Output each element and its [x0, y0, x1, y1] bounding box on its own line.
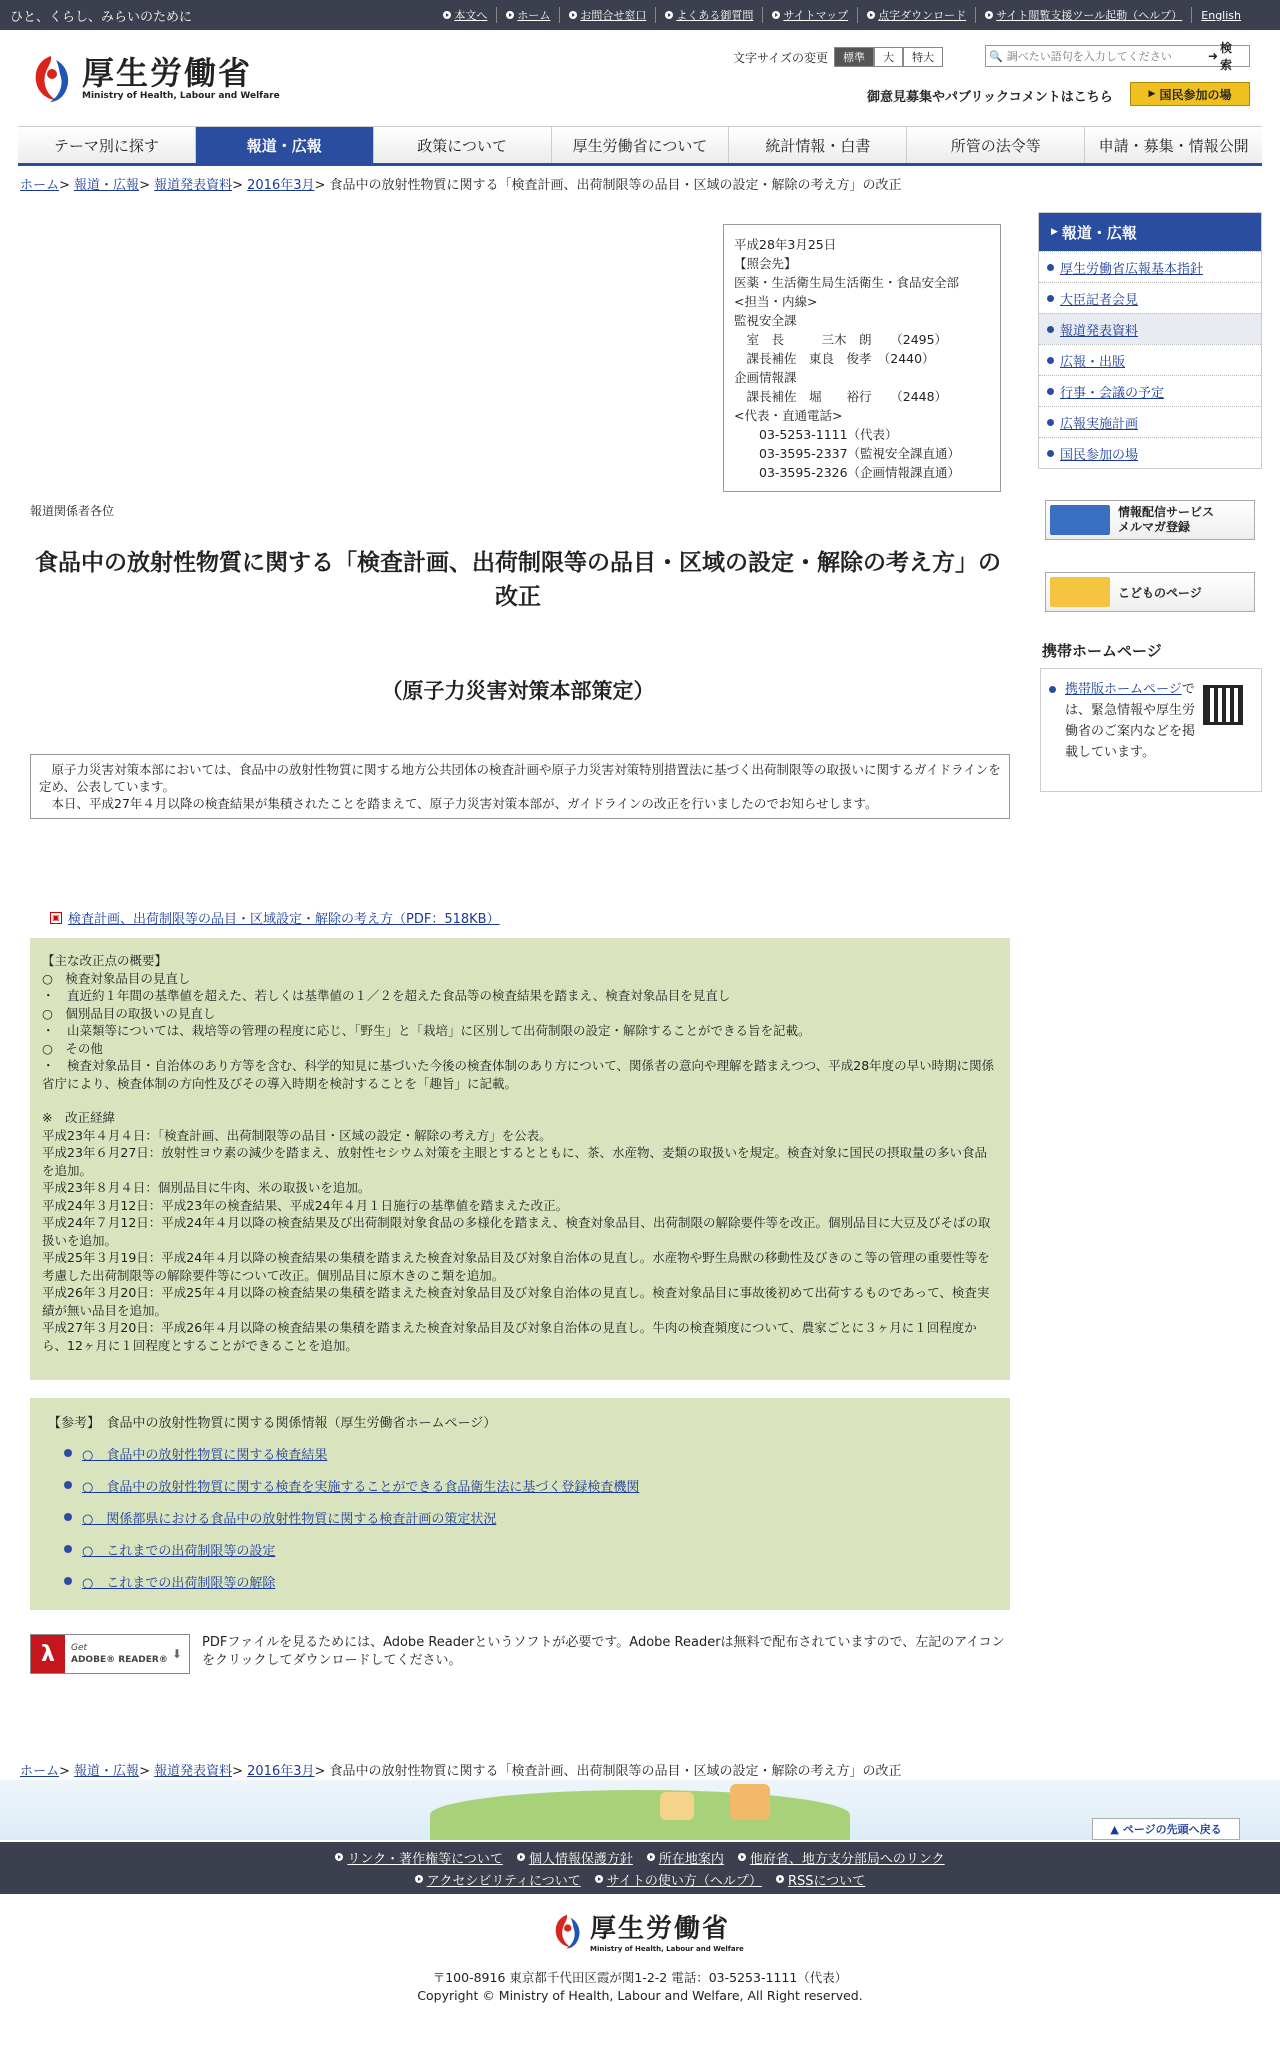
footer-links — [0, 1842, 1280, 1894]
arrow-right-icon: ➜ — [1207, 49, 1219, 63]
footer-link-label: 所在地案内 — [658, 1851, 724, 1867]
envelope-icon — [1050, 505, 1110, 535]
top-links — [434, 7, 1250, 23]
reference-link[interactable]: ○ 関係都県における食品中の放射性物質に関する検査計画の策定状況 — [82, 1511, 497, 1527]
page-top-label: ページの先頭へ戻る — [1122, 1823, 1222, 1836]
kids-banner-label: こどものページ — [1118, 585, 1202, 600]
top-link[interactable] — [496, 7, 559, 23]
mobile-text: では、緊急情報や厚生労働省のご案内などを掲載しています。 — [1065, 682, 1196, 760]
sidebar-item[interactable] — [1039, 375, 1261, 406]
summary-line: ○ 検査対象品目の見直し — [42, 970, 191, 986]
summary-line: ・ 検査対象品目・自治体のあり方等を含む、科学的知見に基づいた今後の検査体制のあり方について、関係者の意向や理解を踏まえつつ、平成28年度の早い時期に関係省庁により、検査体制の方向性及びその導入時期を検討することを「趣旨」に記載。 — [42, 1058, 995, 1091]
top-link[interactable] — [975, 7, 1191, 23]
footer-link-label: リンク・著作権等について — [347, 1851, 503, 1867]
summary-line: ・ 山菜類等については、栽培等の管理の程度に応じ、「野生」と「栽培」に区別して出荷制限の設定・解除することができる旨を記載。 — [42, 1023, 811, 1038]
address: 〒100-8916 東京都千代田区霞が関1-2-2 電話：03-5253-1111（代表） — [432, 1970, 848, 1985]
breadcrumb-month[interactable]: 2016年3月 — [247, 1764, 315, 1779]
main-content — [18, 210, 1018, 1710]
bullet-icon — [1047, 295, 1054, 302]
bullet-icon — [64, 1577, 72, 1585]
house-illustration — [730, 1784, 770, 1820]
top-link[interactable] — [762, 7, 857, 23]
arrow-circle-icon — [443, 11, 451, 19]
sidebar-item-label[interactable]: 国民参加の場 — [1060, 447, 1139, 463]
arrow-circle-icon — [517, 1853, 525, 1861]
top-link-label: 点字ダウンロード — [878, 9, 967, 22]
contact-box: 平成28年3月25日 【照会先】 医薬・生活衛生局生活衛生・食品安全部 <担当・内線> 監視安全課 室 長 三木 朗 （2495） 課長補佐 東良 俊孝 （2440） 企画情報課 課長補佐 堀 裕行 （2448） <代表・直通電話> 03-5253-1111（代表） 03-3595-2337（監視安全課直通） 03-3595-2326（企画情報課直通） — [723, 224, 1001, 492]
pdf-link-text[interactable]: 検査計画、出荷制限等の品目・区域設定・解除の考え方（PDF：518KB） — [68, 912, 500, 927]
bullet-icon — [1047, 264, 1054, 271]
arrow-circle-icon — [569, 11, 577, 19]
children-icon — [1050, 577, 1110, 607]
breadcrumb-releases[interactable]: 報道発表資料 — [154, 1764, 233, 1779]
download-icon: ⬇ — [171, 1647, 182, 1661]
kokumin-button[interactable] — [1130, 82, 1250, 106]
footer-link[interactable] — [647, 1848, 724, 1867]
adobe-get-label: Get — [71, 1643, 88, 1653]
reference-item[interactable] — [48, 1533, 992, 1565]
top-link[interactable] — [857, 7, 975, 23]
page-subtitle: （原子力災害対策本部策定） — [381, 679, 655, 703]
page-title: 食品中の放射性物質に関する「検査計画、出荷制限等の品目・区域の設定・解除の考え方」の改正 — [35, 550, 1001, 610]
arrow-circle-icon — [738, 1853, 746, 1861]
footer-link[interactable] — [335, 1848, 502, 1867]
triangle-right-icon: ▶ — [1148, 89, 1156, 99]
mobile-heading: 携帯ホームページ — [1042, 642, 1162, 660]
breadcrumb-current: 食品中の放射性物質に関する「検査計画、出荷制限等の品目・区域の設定・解除の考え方」の改正 — [329, 178, 902, 193]
logo-mark-icon — [550, 1912, 584, 1950]
reference-link[interactable]: ○ 食品中の放射性物質に関する検査結果 — [82, 1447, 328, 1463]
font-size-label: 文字サイズの変更 — [733, 50, 829, 65]
footer-illustration — [0, 1780, 1280, 1840]
copyright: Copyright © Ministry of Health, Labour and Welfare, All Right reserved. — [417, 1988, 863, 2003]
references-box — [30, 1398, 1010, 1610]
nav-press[interactable]: 報道・広報 — [195, 127, 373, 163]
intro-paragraph: 本日、平成27年４月以降の検査結果が集積されたことを踏まえて、原子力災害対策本部が、ガイドラインの改正を行いましたのでお知らせします。 — [51, 796, 878, 811]
bullet-icon — [1047, 388, 1054, 395]
search-input[interactable] — [1003, 50, 1202, 63]
nav-theme[interactable]: テーマ別に探す — [53, 136, 159, 155]
mail-banner-line: メルマガ登録 — [1118, 520, 1191, 534]
summary-line: ※ 改正経緯 — [42, 1110, 115, 1125]
house-illustration — [660, 1792, 694, 1820]
mail-magazine-banner[interactable] — [1045, 500, 1255, 540]
summary-line: 平成23年４月４日：「検査計画、出荷制限等の品目・区域の設定・解除の考え方」を公表。 — [42, 1127, 552, 1143]
reference-item[interactable] — [48, 1501, 992, 1533]
breadcrumb-home[interactable]: ホーム — [20, 1764, 60, 1779]
arrow-circle-icon — [867, 11, 875, 19]
breadcrumb-current: 食品中の放射性物質に関する「検査計画、出荷制限等の品目・区域の設定・解除の考え方」の改正 — [329, 1764, 902, 1779]
pdf-link[interactable] — [50, 908, 500, 927]
references-list — [48, 1437, 992, 1597]
page-top-icon: ▲ — [1110, 1822, 1119, 1836]
sidebar-item[interactable] — [1039, 313, 1261, 344]
summary-line: 【主な改正点の概要】 — [42, 953, 168, 968]
nav-statistics[interactable]: 統計情報・白書 — [728, 127, 906, 163]
global-nav — [18, 126, 1262, 166]
reference-link[interactable]: ○ 食品中の放射性物質に関する検査を実施することができる食品衛生法に基づく登録検査機関 — [82, 1479, 640, 1495]
hills-illustration — [430, 1790, 850, 1840]
breadcrumb: ホーム> 報道・広報> 報道発表資料> 2016年3月> 食品中の放射性物質に関する「検査計画、出荷制限等の品目・区域の設定・解除の考え方」の改正 — [20, 178, 902, 193]
sidebar-items — [1039, 251, 1261, 468]
pdf-icon: ▣ — [50, 912, 62, 924]
logo-title: 厚生労働省 — [82, 54, 253, 92]
sidebar-item[interactable] — [1039, 437, 1261, 468]
font-size-xlarge-button[interactable]: 特大 — [903, 47, 943, 67]
reference-link[interactable]: ○ これまでの出荷制限等の解除 — [82, 1575, 276, 1591]
sidebar-item-label[interactable]: 広報実施計画 — [1060, 416, 1139, 432]
tagline: ひと、くらし、みらいのために — [10, 10, 193, 25]
summary-line — [42, 1092, 998, 1109]
nav-policy[interactable]: 政策について — [373, 127, 551, 163]
arrow-circle-icon — [335, 1853, 343, 1861]
arrow-circle-icon — [415, 1875, 423, 1883]
breadcrumb-home[interactable]: ホーム — [20, 178, 60, 193]
bullet-icon — [1047, 419, 1054, 426]
top-link-label: サイト閲覧支援ツール起動（ヘルプ） — [996, 9, 1183, 22]
opinion-link[interactable]: 御意見募集やパブリックコメントはこちら — [867, 90, 1113, 105]
sidebar-menu — [1038, 212, 1262, 469]
bullet-icon — [64, 1481, 72, 1489]
footer-link[interactable] — [738, 1848, 945, 1867]
bullet-icon — [1047, 357, 1054, 364]
sidebar-item[interactable] — [1039, 251, 1261, 282]
sidebar-heading[interactable] — [1039, 213, 1261, 251]
footer-logo-subtitle: Ministry of Health, Labour and Welfare — [590, 1945, 744, 1953]
intro-paragraph: 原子力災害対策本部においては、食品中の放射性物質に関する地方公共団体の検査計画や原子力災害対策特別措置法に基づく出荷制限等の取扱いに関するガイドラインを定め、公表しています。 — [39, 762, 1001, 794]
sidebar-item-label[interactable]: 広報・出版 — [1060, 354, 1126, 370]
sidebar-item-label[interactable]: 行事・会議の予定 — [1060, 385, 1165, 401]
summary-line: ・ 直近約１年間の基準値を超えた、若しくは基準値の１／２を超えた食品等の検査結果を踏まえ、検査対象品目を見直し — [42, 988, 731, 1003]
sidebar-item-label[interactable]: 報道発表資料 — [1060, 323, 1139, 339]
adobe-reader-button[interactable] — [30, 1634, 190, 1674]
summary-line: 平成24年７月12日：平成24年４月以降の検査結果及び出荷制限対象食品の多様化を踏まえ、検査対象品目、出荷制限の解除要件等を改正。個別品目に大豆及びそばの取扱いを追加。 — [42, 1215, 991, 1248]
reference-item[interactable] — [48, 1469, 992, 1501]
summary-line: 平成23年８月４日：個別品目に牛肉、米の取扱いを追加。 — [42, 1180, 371, 1195]
mobile-link[interactable]: 携帯版ホームページ — [1065, 682, 1182, 697]
footer-link-label: サイトの使い方（ヘルプ） — [606, 1873, 762, 1889]
breadcrumb-month[interactable]: 2016年3月 — [247, 178, 315, 193]
search-box — [985, 41, 1250, 72]
kids-page-banner[interactable] — [1045, 572, 1255, 612]
summary-line: 平成26年３月20日：平成25年４月以降の検査結果の集積を踏まえた検査対象品目及び対象自治体の見直し。検査対象品目に事故後初めて出荷するものであって、検査実績が無い品目を追加。 — [42, 1285, 990, 1318]
bullet-icon — [1047, 450, 1054, 457]
adobe-logo-icon: λ — [31, 1635, 65, 1673]
top-link-label: ホーム — [517, 9, 551, 22]
footer-links-row — [0, 1868, 1280, 1890]
font-size-switcher — [733, 47, 943, 67]
arrow-circle-icon — [776, 1875, 784, 1883]
footer-link[interactable] — [776, 1870, 865, 1889]
logo-mark-icon — [28, 52, 74, 104]
summary-line: ○ その他 — [42, 1040, 103, 1056]
footer-link-label: 他府省、地方支分部局へのリンク — [749, 1851, 945, 1867]
search-button-label: 検索 — [1220, 41, 1233, 72]
arrow-circle-icon — [595, 1875, 603, 1883]
top-link[interactable] — [1191, 7, 1250, 23]
footer-links-row — [0, 1846, 1280, 1868]
summary-line: ○ 個別品目の取扱いの見直し — [42, 1005, 216, 1021]
top-link-label: お問合せ窓口 — [580, 9, 647, 22]
bullet-icon — [64, 1545, 72, 1553]
qr-code-icon — [1203, 685, 1243, 725]
intro-box — [30, 754, 1010, 819]
summary-box — [30, 938, 1010, 1380]
arrow-circle-icon — [772, 11, 780, 19]
mail-banner-line: 情報配信サービス — [1118, 505, 1215, 519]
sidebar-item[interactable] — [1039, 344, 1261, 375]
nav-laws[interactable]: 所管の法令等 — [906, 127, 1084, 163]
top-link-label: サイトマップ — [783, 9, 849, 22]
top-bar — [0, 0, 1280, 30]
reference-link[interactable]: ○ これまでの出荷制限等の設定 — [82, 1543, 276, 1559]
sidebar-item-label[interactable]: 大臣記者会見 — [1060, 292, 1139, 308]
footer-link-label: RSSについて — [788, 1873, 866, 1889]
footer-link-label: 個人情報保護方針 — [528, 1851, 633, 1867]
top-link-label: 本文へ — [454, 9, 488, 22]
font-size-large-button[interactable]: 大 — [874, 47, 903, 67]
top-link[interactable] — [559, 7, 655, 23]
sidebar-item-label[interactable]: 厚生労働省広報基本指針 — [1060, 261, 1204, 277]
sidebar-item[interactable] — [1039, 406, 1261, 437]
breadcrumb-releases[interactable]: 報道発表資料 — [154, 178, 233, 193]
triangle-right-icon: ▶ — [1051, 227, 1058, 237]
summary-line: 平成25年３月19日：平成24年４月以降の検査結果の集積を踏まえた検査対象品目及び対象自治体の見直し。水産物や野生鳥獣の移動性及びきのこ等の管理の重要性等を考慮した出荷制限等の解除要件等について改正。個別品目に原木きのこ類を追加。 — [42, 1250, 990, 1283]
reference-item[interactable] — [48, 1565, 992, 1597]
footer-link[interactable] — [415, 1870, 581, 1889]
bullet-icon — [64, 1449, 72, 1457]
footer-logo-title: 厚生労働省 — [590, 1914, 731, 1944]
arrow-circle-icon — [647, 1853, 655, 1861]
mobile-box — [1040, 668, 1262, 792]
references-heading: 【参考】 食品中の放射性物質に関する関係情報（厚生労働省ホームページ） — [48, 1416, 497, 1431]
kokumin-label: 国民参加の場 — [1159, 87, 1232, 102]
page-top-button[interactable] — [1092, 1818, 1240, 1840]
breadcrumb-press[interactable]: 報道・広報 — [74, 178, 140, 193]
sidebar-heading-label: 報道・広報 — [1061, 223, 1137, 242]
top-link-label: よくある御質問 — [676, 9, 754, 22]
site-logo[interactable] — [28, 52, 280, 104]
bullet-icon — [1049, 686, 1056, 693]
bullet-icon — [1047, 326, 1054, 333]
nav-about[interactable]: 厚生労働省について — [551, 127, 729, 163]
footer-logo[interactable] — [550, 1908, 744, 1953]
reference-item[interactable] — [48, 1437, 992, 1469]
adobe-note: PDFファイルを見るためには、Adobe Readerというソフトが必要です。Adobe Readerは無料で配布されていますので、左記のアイコンをクリックしてダウンロードしてください。 — [202, 1635, 1005, 1668]
footer-link-label: アクセシビリティについて — [426, 1873, 581, 1889]
footer-link[interactable] — [595, 1870, 762, 1889]
search-icon: 🔍 — [989, 49, 1003, 63]
arrow-circle-icon — [665, 11, 673, 19]
bullet-icon — [64, 1513, 72, 1521]
breadcrumb-press[interactable]: 報道・広報 — [74, 1764, 140, 1779]
nav-applications[interactable]: 申請・募集・情報公開 — [1084, 127, 1262, 163]
adobe-reader-label: ADOBE® READER® — [71, 1655, 168, 1665]
top-link[interactable] — [655, 7, 762, 23]
summary-line: 平成27年３月20日：平成26年４月以降の検査結果の集積を踏まえた検査対象品目及び対象自治体の見直し。牛肉の検査頻度について、農家ごとに３ヶ月に１回程度から、12ヶ月に１回程度とすることができることを追加。 — [42, 1320, 977, 1353]
arrow-circle-icon — [506, 11, 514, 19]
logo-subtitle: Ministry of Health, Labour and Welfare — [82, 91, 280, 101]
search-button[interactable] — [1202, 39, 1249, 73]
addressee: 報道関係者各位 — [30, 504, 115, 518]
summary-line: 平成23年６月27日：放射性ヨウ素の減少を踏まえ、放射性セシウム対策を主眼とするとともに、茶、水産物、麦類の取扱いを規定。検査対象に国民の摂取量の多い食品を追加。 — [42, 1145, 987, 1178]
top-link-label: English — [1201, 8, 1241, 22]
summary-line: 平成24年３月12日：平成23年の検査結果、平成24年４月１日施行の基準値を踏まえた改正。 — [42, 1197, 569, 1213]
footer-link[interactable] — [517, 1848, 633, 1867]
font-size-standard-button[interactable]: 標準 — [834, 47, 874, 67]
breadcrumb-bottom: ホーム> 報道・広報> 報道発表資料> 2016年3月> 食品中の放射性物質に関する「検査計画、出荷制限等の品目・区域の設定・解除の考え方」の改正 — [20, 1764, 902, 1779]
arrow-circle-icon — [985, 11, 993, 19]
sidebar-item[interactable] — [1039, 282, 1261, 313]
top-link[interactable] — [434, 7, 496, 23]
